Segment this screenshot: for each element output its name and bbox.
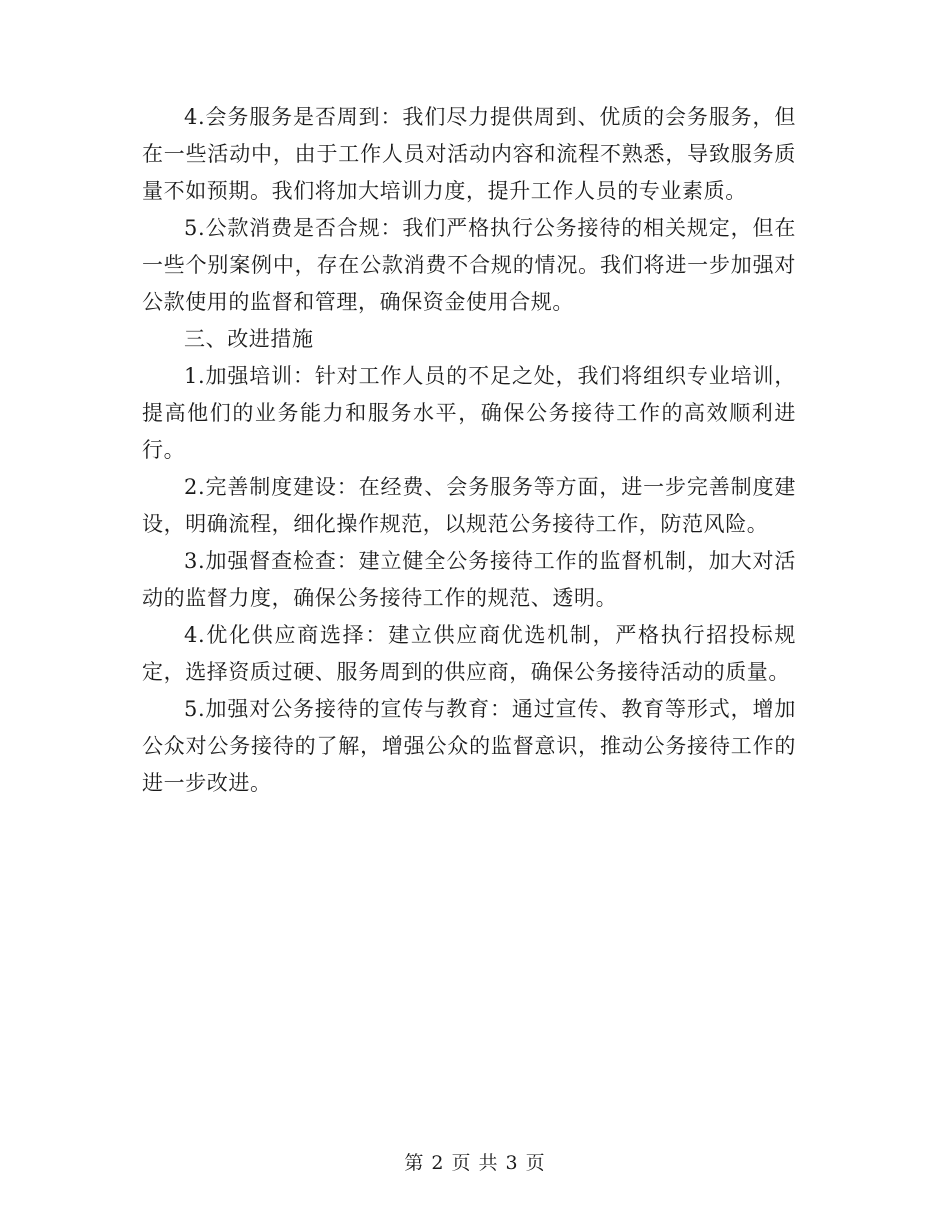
document-body — [142, 99, 796, 802]
paragraph-publicity: 5.加强对公务接待的宣传与教育：通过宣传、教育等形式，增加公众对公务接待的了解，增强公众的监督意识，推动公务接待工作的进一步改进。 — [142, 697, 796, 795]
paragraph-supervision: 3.加强督查检查：建立健全公务接待工作的监督机制，加大对活动的监督力度，确保公务接待工作的规范、透明。 — [142, 549, 796, 610]
paragraph-supplier: 4.优化供应商选择：建立供应商优选机制，严格执行招投标规定，选择资质过硬、服务周到的供应商，确保公务接待活动的质量。 — [142, 623, 796, 684]
page-number-footer: 第 2 页 共 3 页 — [404, 1152, 546, 1174]
paragraph-meeting-service: 4.会务服务是否周到：我们尽力提供周到、优质的会务服务，但在一些活动中，由于工作人员对活动内容和流程不熟悉，导致服务质量不如预期。我们将加大培训力度，提升工作人员的专业素质。 — [142, 105, 796, 203]
paragraph-system-building: 2.完善制度建设：在经费、会务服务等方面，进一步完善制度建设，明确流程，细化操作规范，以规范公务接待工作，防范风险。 — [142, 475, 796, 536]
paragraph-training: 1.加强培训：针对工作人员的不足之处，我们将组织专业培训，提高他们的业务能力和服务水平，确保公务接待工作的高效顺利进行。 — [142, 364, 796, 462]
section-heading-improvement: 三、改进措施 — [184, 327, 314, 351]
paragraph-public-funds: 5.公款消费是否合规：我们严格执行公务接待的相关规定，但在一些个别案例中，存在公款消费不合规的情况。我们将进一步加强对公款使用的监督和管理，确保资金使用合规。 — [142, 216, 796, 314]
